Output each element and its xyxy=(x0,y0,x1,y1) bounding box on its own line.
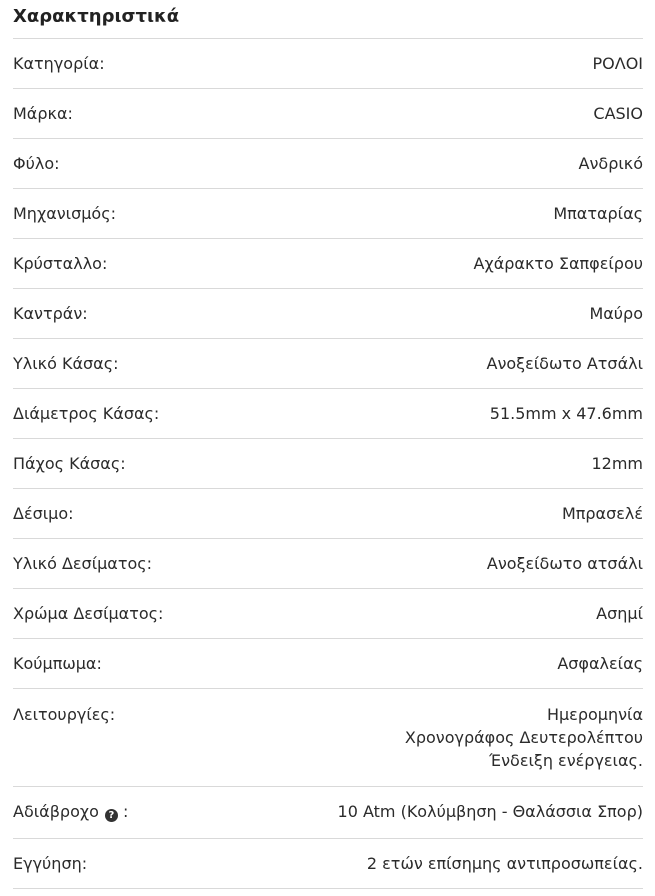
spec-label: Υλικό Κάσας: xyxy=(13,354,119,373)
spec-label: Υλικό Δεσίματος: xyxy=(13,554,153,573)
spec-value-list xyxy=(405,689,643,772)
spec-row-strap xyxy=(13,489,643,539)
spec-value-item: Ημερομηνία xyxy=(546,705,643,724)
spec-row-warranty xyxy=(13,839,643,889)
spec-label: Αδιάβροχο xyxy=(13,802,99,821)
spec-label: Εγγύηση: xyxy=(13,854,88,873)
spec-row-case-thickness xyxy=(13,439,643,489)
spec-value: Μαύρο xyxy=(589,304,643,323)
spec-row-case-material xyxy=(13,339,643,389)
spec-value: CASIO xyxy=(593,104,643,123)
spec-row-functions xyxy=(13,689,643,787)
spec-row-clasp xyxy=(13,639,643,689)
spec-value: Ασφαλείας xyxy=(557,654,643,673)
spec-label: Κούμπωμα: xyxy=(13,654,102,673)
spec-label: Φύλο: xyxy=(13,154,60,173)
spec-label: Κατηγορία: xyxy=(13,54,105,73)
spec-label-suffix: : xyxy=(122,802,129,821)
spec-row-strap-color xyxy=(13,589,643,639)
spec-value-item: Χρονογράφος Δευτερολέπτου xyxy=(404,728,643,747)
spec-label: Μάρκα: xyxy=(13,104,73,123)
spec-row-strap-material xyxy=(13,539,643,589)
specs-table xyxy=(13,38,643,889)
spec-row-dial xyxy=(13,289,643,339)
spec-value: 12mm xyxy=(591,454,643,473)
spec-label: Δέσιμο: xyxy=(13,504,74,523)
spec-row-movement xyxy=(13,189,643,239)
spec-value: 2 ετών επίσημης αντιπροσωπείας. xyxy=(366,854,643,873)
spec-row-crystal xyxy=(13,239,643,289)
spec-value-item: Ένδειξη ενέργειας. xyxy=(489,751,643,770)
spec-value: Μπαταρίας xyxy=(553,204,643,223)
spec-label: Πάχος Κάσας: xyxy=(13,454,126,473)
spec-row-water-resistance xyxy=(13,787,643,839)
spec-label: Κρύσταλλο: xyxy=(13,254,108,273)
spec-label: Καντράν: xyxy=(13,304,88,323)
spec-value: Αχάρακτο Σαπφείρου xyxy=(473,254,643,273)
spec-value: Ανοξείδωτο ατσάλι xyxy=(486,554,643,573)
spec-value: ΡΟΛΟΙ xyxy=(592,54,643,73)
spec-value: Ανοξείδωτο Ατσάλι xyxy=(486,354,643,373)
spec-row-brand xyxy=(13,89,643,139)
spec-value: 51.5mm x 47.6mm xyxy=(489,404,643,423)
spec-label: Χρώμα Δεσίματος: xyxy=(13,604,164,623)
spec-value: 10 Atm (Κολύμβηση - Θαλάσσια Σπορ) xyxy=(337,802,643,821)
spec-value: Ασημί xyxy=(596,604,643,623)
spec-row-category xyxy=(13,39,643,89)
spec-value: Ανδρικό xyxy=(578,154,643,173)
spec-row-gender xyxy=(13,139,643,189)
spec-label: Διάμετρος Κάσας: xyxy=(13,404,160,423)
question-circle-icon[interactable]: ? xyxy=(105,809,118,822)
spec-label: Λειτουργίες: xyxy=(13,705,116,724)
spec-row-case-diameter xyxy=(13,389,643,439)
spec-label: Μηχανισμός: xyxy=(13,204,116,223)
section-title: Χαρακτηριστικά xyxy=(13,6,180,27)
spec-value: Μπρασελέ xyxy=(561,504,643,523)
spec-label-group xyxy=(13,787,128,824)
